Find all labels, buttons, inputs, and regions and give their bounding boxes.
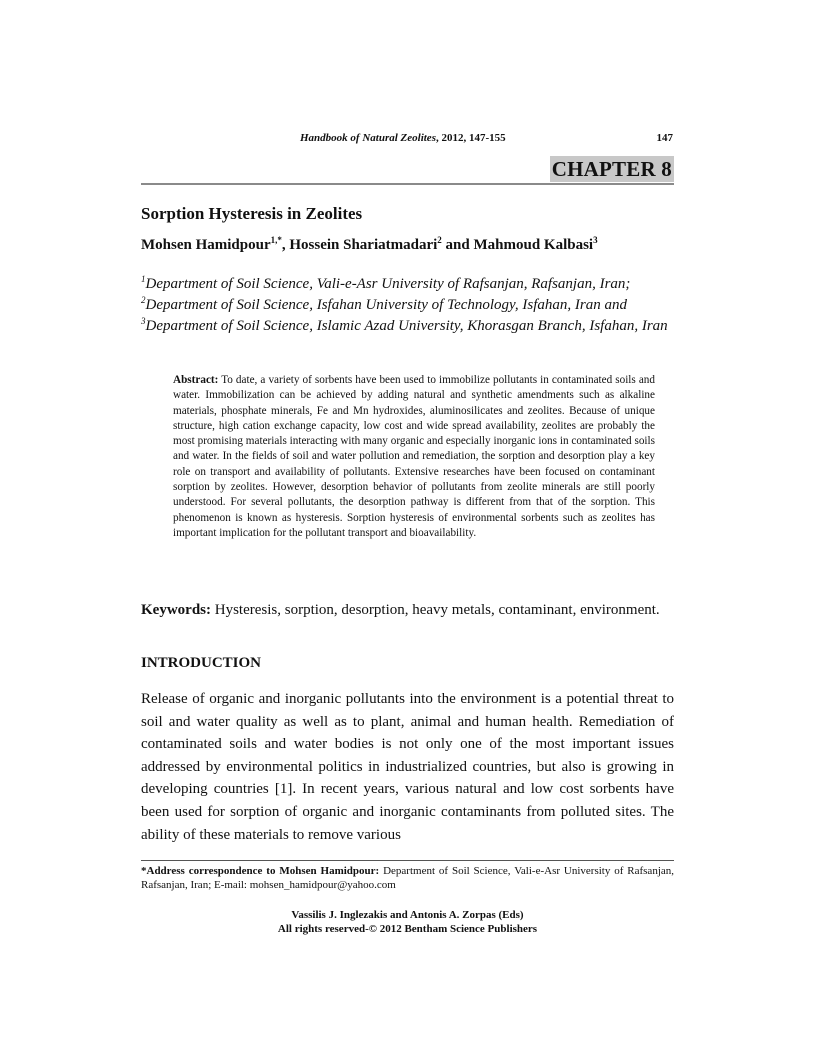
author-separator: , — [281, 237, 290, 253]
footnote-label: *Address correspondence to Mohsen Hamidpour: — [141, 865, 380, 877]
header-rule — [141, 183, 674, 185]
author-affil-mark: 2 — [437, 235, 442, 245]
affiliation-mark: 2 — [141, 295, 146, 305]
abstract — [173, 373, 655, 541]
editors-line: Vassilis J. Inglezakis and Antonis A. Zorpas (Eds) — [291, 909, 524, 921]
footnote-rule — [141, 860, 674, 861]
running-head — [300, 132, 506, 144]
author-separator: and — [441, 237, 474, 253]
keywords-label: Keywords: — [141, 602, 211, 618]
abstract-text: To date, a variety of sorbents have been used to immobilize pollutants in contaminated soils and water. Immobilization can be achieved by adding natural and synthetic amendments such as alkaline materials, phosphate minerals, Fe and Mn hydroxides, aluminosilicates and zeolites. Because of unique structure, high cation exchange capacity, low cost and wide spread availability, zeolites are probably the most promising materials interacting with many organic and especially inorganic ions in contaminated soils and water. In the fields of soil and water pollution and remediation, the sorption and desorption play a key role on transport and availability of pollutants. Extensive researches have been focused on contaminant sorption by zeolites. However, desorption behavior of pollutants from zeolite minerals are still poorly understood. For several pollutants, the desorption pathway is different from that of the sorption. This phenomenon is known as hysteresis. Sorption hysteresis of environmental sorbents such as zeolites has important implication for the pollutant transport and bioavailability. — [173, 374, 655, 539]
journal-citation: , 2012, 147-155 — [435, 132, 506, 144]
affiliation — [141, 316, 674, 337]
article-title: Sorption Hysteresis in Zeolites — [141, 204, 363, 223]
author-affil-mark: 3 — [593, 235, 598, 245]
author-name: Mohsen Hamidpour — [141, 237, 271, 253]
footnote-text: Department of Soil Science, Vali-e-Asr University of Rafsanjan, Rafsanjan, Iran; E-mail: mohsen_hamidpour@yahoo.com — [141, 865, 675, 891]
section-heading: INTRODUCTION — [141, 655, 262, 671]
affiliation — [141, 295, 674, 316]
chapter-label: CHAPTER 8 — [551, 157, 672, 181]
affiliation-text: Department of Soil Science, Vali-e-Asr University of Rafsanjan, Rafsanjan, Iran; — [145, 276, 631, 292]
abstract-label: Abstract: — [173, 374, 219, 386]
keywords — [141, 600, 674, 621]
affiliation-mark: 1 — [141, 274, 146, 284]
body-paragraph: Release of organic and inorganic pollutants into the environment is a potential threat to soil and water quality as well as to plant, animal and human health. Remediation of contaminated soils and water bodies is not only one of the most important issues addressed by environmental politics in industrialized countries, but also is growing in developing countries [1]. In recent years, various natural and low cost sorbents have been used for sorption of organic and inorganic contaminants from polluted sites. The ability of these materials to remove various — [141, 691, 674, 843]
author-name: Hossein Shariatmadari — [289, 237, 438, 253]
footnote — [141, 864, 674, 892]
affiliation-text: Department of Soil Science, Islamic Azad University, Khorasgan Branch, Isfahan, Iran — [145, 318, 668, 334]
affiliation-mark: 3 — [141, 316, 146, 326]
affiliations — [141, 274, 674, 337]
rights-line: All rights reserved-© 2012 Bentham Science Publishers — [277, 923, 538, 935]
author-affil-mark: 1,* — [270, 235, 282, 245]
publisher-info — [141, 908, 674, 936]
affiliation — [141, 274, 674, 295]
author-list — [141, 237, 598, 254]
keywords-text: Hysteresis, sorption, desorption, heavy metals, contaminant, environment. — [214, 602, 660, 618]
page-number: 147 — [656, 132, 673, 144]
affiliation-text: Department of Soil Science, Isfahan University of Technology, Isfahan, Iran and — [145, 297, 627, 313]
author-name: Mahmoud Kalbasi — [473, 237, 594, 253]
journal-name: Handbook of Natural Zeolites — [300, 132, 436, 144]
